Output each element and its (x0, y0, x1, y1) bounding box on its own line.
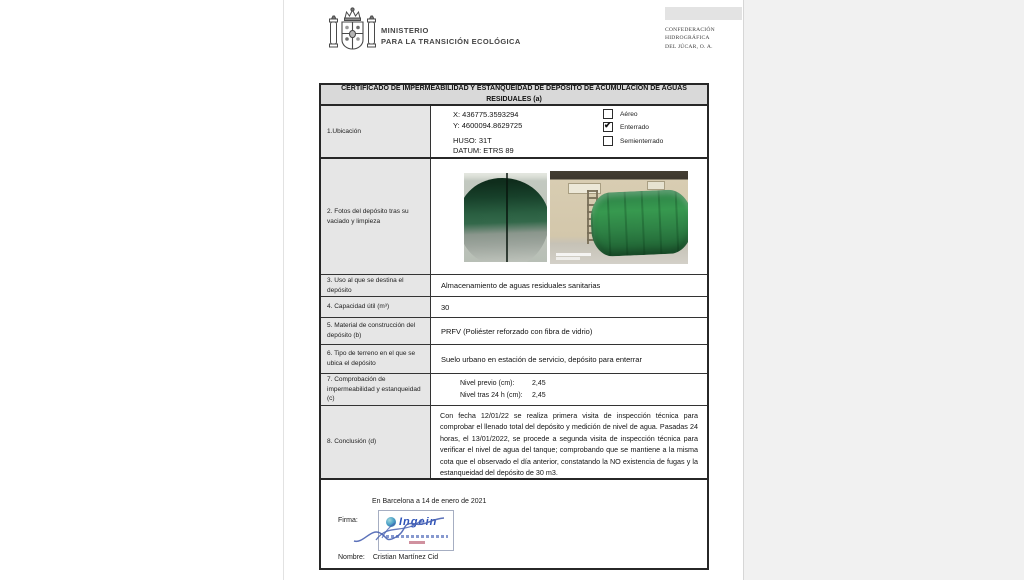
nivel-previo-value: 2,45 (532, 380, 546, 387)
conclusion-text: Con fecha 12/01/22 se realiza primera visita de inspección técnica para comprobar el llenado total del depósito y medición de nivel de agua. Pasadas 24 horas, el 13/01/2022, se procede a segunda visita de inspección técnica para verificar el nivel de agua del tanque; comprobando que se mantiene a la misma cota que el observado el día anterior, constatando la NO existencia de fugas y la estanqueidad del depósito de 30 m3. (440, 411, 698, 478)
row-conclusion (321, 406, 707, 480)
green-tank (590, 189, 688, 258)
row-material-label: 5. Material de construcción del depósito (b) (321, 318, 431, 344)
nombre-value: Cristian Martínez Cid (372, 554, 439, 561)
photo-tank-exterior (550, 171, 688, 264)
nivel-24h-label: Nivel tras 24 h (cm): (460, 392, 523, 399)
row-capacidad (321, 297, 707, 318)
checkbox-semienterrado (603, 136, 663, 146)
row-comprobacion-content (431, 374, 707, 405)
terreno-value: Suelo urbano en estación de servicio, depósito para enterrar (441, 354, 642, 364)
place-and-date: En Barcelona a 14 de enero de 2021 (372, 498, 487, 505)
checkbox-aereo-box (603, 109, 613, 119)
checkbox-aereo (603, 109, 663, 119)
photo-watermark-line1 (556, 253, 592, 256)
material-value: PRFV (Poliéster reforzado con fibra de vidrio) (441, 326, 593, 336)
nivel-previo-label: Nivel previo (cm): (460, 380, 515, 387)
ministry-line1: MINISTERIO (381, 26, 429, 35)
nivel-24h-value: 2,45 (532, 392, 546, 399)
nombre-line (338, 554, 438, 561)
checkbox-semienterrado-label: Semienterrado (620, 137, 664, 145)
row-comprobacion (321, 374, 707, 406)
tank-hose (506, 173, 508, 262)
row-fotos (321, 159, 707, 275)
certificate-table (319, 83, 709, 570)
row-fotos-content (431, 159, 707, 274)
confederation-name (665, 26, 715, 51)
checkbox-enterrado-label: Enterrado (620, 123, 649, 131)
coordinate-y: Y: 4600094.8629725 (453, 121, 523, 130)
confederation-line2: HIDROGRÁFICA (665, 35, 710, 42)
checkbox-aereo-label: Aéreo (620, 110, 638, 118)
row-ubicacion (321, 106, 707, 159)
row-material-content (431, 318, 707, 344)
tank-type-checkboxes (603, 109, 663, 149)
warehouse-window-right (647, 181, 665, 189)
certificate-title: CERTIFICADO DE IMPERMEABILIDAD Y ESTANQUEIDAD DE DEPÓSITO DE ACUMULACIÓN DE AGUAS RESIDUALES (a) (321, 85, 707, 106)
nombre-label: Nombre: (338, 554, 365, 561)
handwritten-signature (349, 508, 465, 548)
ministry-name (381, 26, 521, 48)
row-material (321, 318, 707, 345)
header-gray-box (665, 7, 742, 20)
page-right-margin (743, 0, 1024, 580)
coordinate-x: X: 436775.3593294 (453, 110, 519, 119)
confederation-line1: CONFEDERACIÓN (665, 27, 715, 33)
checkbox-semienterrado-box (603, 136, 613, 146)
ministry-line2: PARA LA TRANSICIÓN ECOLÓGICA (381, 36, 521, 46)
stamp-brand-text: Ingein (399, 516, 438, 528)
capacidad-value: 30 (441, 302, 450, 312)
row-terreno (321, 345, 707, 374)
nivel-previo-line (460, 380, 546, 387)
certificate-page (283, 0, 742, 580)
photo-tank-interior (464, 173, 547, 262)
datum-value: DATUM: ETRS 89 (453, 146, 514, 155)
row-capacidad-content (431, 297, 707, 317)
row-uso-content (431, 275, 707, 296)
confederation-line3: DEL JÚCAR, O. A. (665, 43, 713, 50)
check-icon: ✔ (604, 120, 612, 130)
spain-coat-of-arms-icon (328, 6, 377, 58)
row-conclusion-content (431, 406, 707, 478)
photo-watermark-line2 (556, 257, 581, 260)
checkbox-enterrado-box (603, 122, 613, 132)
checkbox-enterrado (603, 122, 663, 132)
row-conclusion-label: 8. Conclusión (d) (321, 406, 431, 478)
row-uso (321, 275, 707, 297)
firma-label: Firma: (338, 517, 358, 524)
row-capacidad-label: 4. Capacidad útil (m³) (321, 297, 431, 317)
nivel-24h-line (460, 392, 546, 399)
huso-value: HUSO: 31T (453, 136, 492, 145)
row-uso-label: 3. Uso al que se destina el depósito (321, 275, 431, 296)
row-fotos-label: 2. Fotos del depósito tras su vaciado y limpieza (321, 159, 431, 274)
row-comprobacion-label: 7. Comprobación de impermeabilidad y estanqueidad (c) (321, 374, 431, 405)
row-ubicacion-content (431, 106, 707, 157)
signature-section (321, 480, 707, 568)
row-terreno-content (431, 345, 707, 373)
row-ubicacion-label: 1.Ubicación (321, 106, 431, 157)
row-terreno-label: 6. Tipo de terreno en el que se ubica el depósito (321, 345, 431, 373)
uso-value: Almacenamiento de aguas residuales sanitarias (441, 281, 601, 290)
